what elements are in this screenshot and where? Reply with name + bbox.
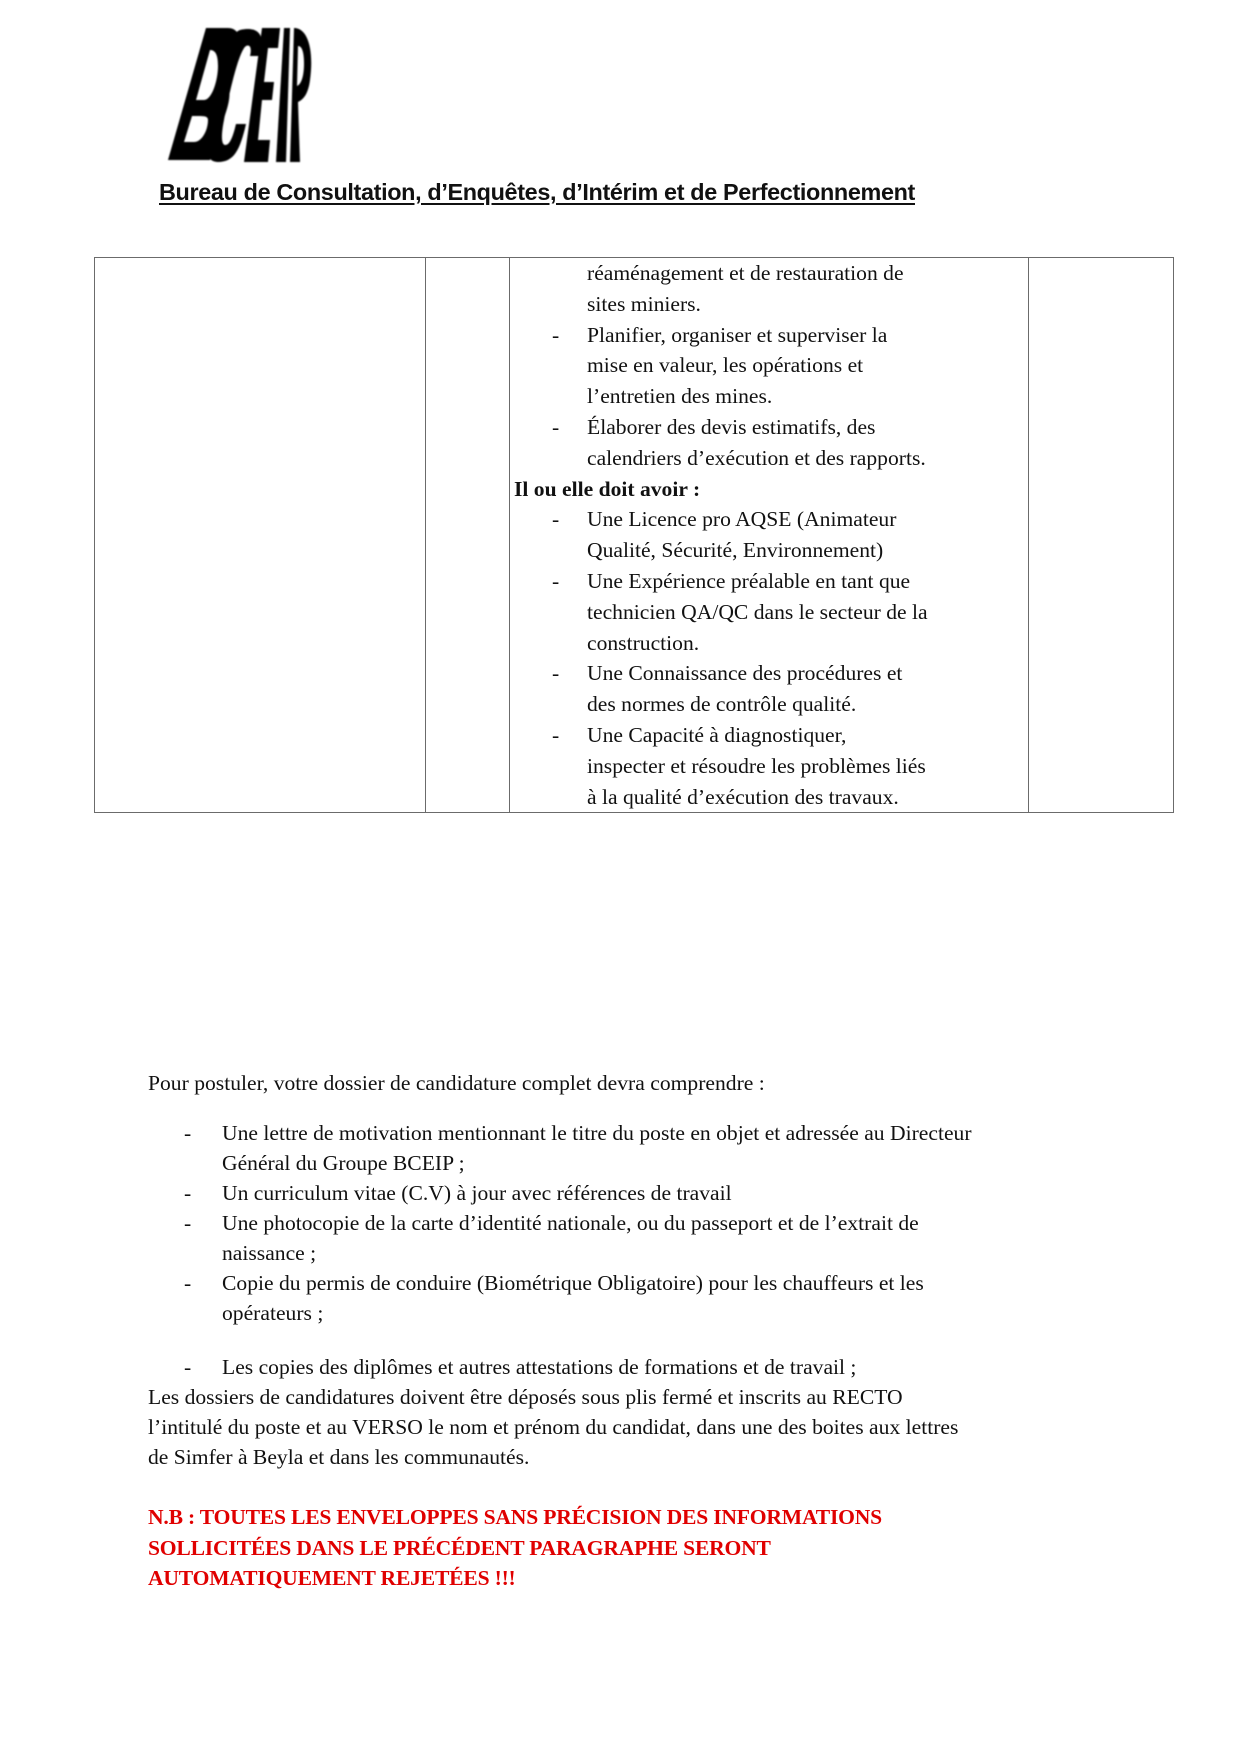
warning-line: SOLLICITÉES DANS LE PRÉCÉDENT PARAGRAPHE SERONT: [148, 1535, 771, 1560]
description-bullet: [510, 658, 1028, 689]
description-continuation: calendriers d’exécution et des rapports.: [587, 445, 926, 470]
paragraph-line: Les dossiers de candidatures doivent être déposés sous plis fermé et inscrits au RECTO: [148, 1385, 903, 1409]
list-item-line: Une lettre de motivation mentionnant le titre du poste en objet et adressée au Directeur: [222, 1121, 972, 1145]
description-text: Une Expérience préalable en tant que: [587, 568, 911, 593]
table-cell-count: [426, 258, 510, 813]
description-continuation: sites miniers.: [587, 291, 701, 316]
warning-line: AUTOMATIQUEMENT REJETÉES !!!: [148, 1566, 516, 1590]
description-text: Une Capacité à diagnostiquer,: [587, 722, 847, 747]
description-bullet: [510, 720, 1028, 751]
description-continuation: réaménagement et de restauration de: [587, 261, 904, 285]
requirements-heading: Il ou elle doit avoir :: [514, 476, 701, 501]
description-continuation: mise en valeur, les opérations et: [587, 353, 864, 378]
list-item-line: Un curriculum vitae (C.V) à jour avec références de travail: [222, 1181, 732, 1205]
description-text: Une Connaissance des procédures et: [587, 661, 903, 686]
dash-bullet-icon: -: [184, 1271, 192, 1295]
paragraph-line: de Simfer à Beyla et dans les communautés.: [148, 1445, 530, 1469]
company-heading: Bureau de Consultation, d’Enquêtes, d’Intérim et de Perfectionnement: [159, 179, 915, 205]
description-continuation: inspecter et résoudre les problèmes liés: [587, 753, 926, 778]
dash-bullet-icon: -: [552, 507, 560, 532]
dash-bullet-icon: -: [552, 414, 560, 439]
description-bullet: [510, 412, 1028, 443]
list-item-line: Général du Groupe BCEIP ;: [222, 1151, 465, 1175]
paragraph-line: l’intitulé du poste et au VERSO le nom et prénom du candidat, dans une des boites aux lettres: [148, 1415, 959, 1439]
logo-letter-i: [276, 28, 290, 162]
application-requirements-list: [148, 1118, 1108, 1382]
dash-bullet-icon: -: [184, 1121, 192, 1145]
dash-bullet-icon: -: [184, 1211, 192, 1235]
description-continuation: Qualité, Sécurité, Environnement): [587, 538, 884, 563]
description-lines: [510, 258, 1028, 812]
deposit-instructions: [148, 1382, 1108, 1472]
description-continuation: technicien QA/QC dans le secteur de la: [587, 599, 928, 624]
table-cell-description: [510, 258, 1029, 813]
logo-letter-p: [290, 28, 311, 162]
description-continuation: construction.: [587, 630, 700, 655]
description-bullet: [510, 566, 1028, 597]
list-item: [148, 1208, 1108, 1268]
table-row: [95, 258, 1174, 813]
list-item: [148, 1118, 1108, 1178]
dash-bullet-icon: -: [184, 1181, 192, 1205]
table-cell-extra: [1029, 258, 1174, 813]
description-text: Une Licence pro AQSE (Animateur: [587, 507, 897, 532]
dash-bullet-icon: -: [184, 1355, 192, 1379]
description-continuation: des normes de contrôle qualité.: [587, 692, 857, 717]
description-continuation: à la qualité d’exécution des travaux.: [587, 784, 899, 809]
description-bullet: [510, 320, 1028, 351]
warning-line: N.B : TOUTES LES ENVELOPPES SANS PRÉCISION DES INFORMATIONS: [148, 1505, 882, 1529]
dash-bullet-icon: -: [552, 722, 560, 747]
list-item: [148, 1352, 1108, 1382]
list-item-line: naissance ;: [222, 1241, 317, 1265]
list-item: [148, 1268, 1108, 1328]
description-continuation: l’entretien des mines.: [587, 384, 773, 409]
application-intro: Pour postuler, votre dossier de candidature complet devra comprendre :: [148, 1071, 765, 1095]
nb-warning: [148, 1502, 1048, 1594]
bceip-logo-graphic: [148, 20, 318, 168]
list-item-line: opérateurs ;: [222, 1301, 324, 1325]
description-text: Élaborer des devis estimatifs, des: [587, 414, 876, 439]
bceip-logo: [148, 20, 318, 168]
dash-bullet-icon: -: [552, 568, 560, 593]
table-cell-position: [95, 258, 426, 813]
description-bullet: [510, 504, 1028, 535]
list-item-line: Les copies des diplômes et autres attestations de formations et de travail ;: [222, 1355, 857, 1379]
dash-bullet-icon: -: [552, 322, 560, 347]
job-description-table: [94, 257, 1174, 813]
dash-bullet-icon: -: [552, 661, 560, 686]
logo-letter-e: [244, 28, 280, 162]
description-text: Planifier, organiser et superviser la: [587, 322, 888, 347]
list-item-line: Une photocopie de la carte d’identité nationale, ou du passeport et de l’extrait de: [222, 1211, 919, 1235]
list-item-line: Copie du permis de conduire (Biométrique Obligatoire) pour les chauffeurs et les: [222, 1271, 924, 1295]
list-item: [148, 1178, 1108, 1208]
